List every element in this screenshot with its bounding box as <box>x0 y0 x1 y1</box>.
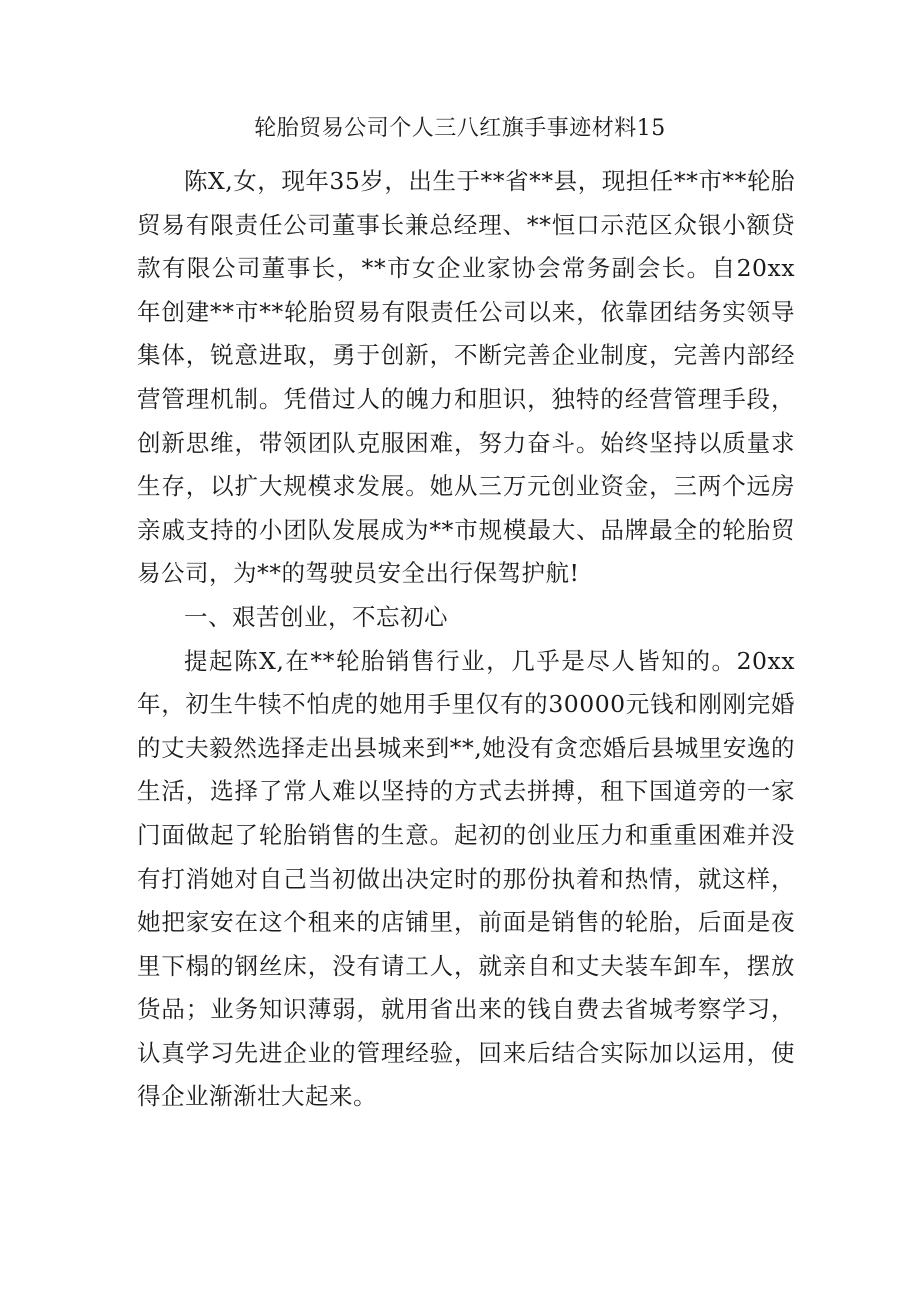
section-paragraph: 提起陈X,在**轮胎销售行业，几乎是尽人皆知的。20xx年，初生牛犊不怕虎的她用手里仅有的30000元钱和刚刚完婚的丈夫毅然选择走出县城来到**,她没有贪恋婚后县城里安逸的生活，选择了常人难以坚持的方式去拼搏，租下国道旁的一家门面做起了轮胎销售的生意。起初的创业压力和重重困难并没有打消她对自己当初做出决定时的那份执着和热情，就这样，她把家安在这个租来的店铺里，前面是销售的轮胎，后面是夜里下榻的钢丝床，没有请工人，就亲自和丈夫装车卸车，摆放货品；业务知识薄弱，就用省出来的钱自费去省城考察学习，认真学习先进企业的管理经验，回来后结合实际加以运用，使得企业渐渐壮大起来。 <box>137 646 795 1111</box>
document-title: 轮胎贸易公司个人三八红旗手事迹材料15 <box>254 116 666 141</box>
section-heading: 一、艰苦创业，不忘初心 <box>184 602 448 631</box>
document-body <box>137 160 795 1119</box>
intro-paragraph: 陈X,女，现年35岁，出生于**省**县，现担任**市**轮胎贸易有限责任公司董事长兼总经理、**恒口示范区众银小额贷款有限公司董事长，**市女企业家协会常务副会长。自20xx年创建**市**轮胎贸易有限责任公司以来，依靠团结务实领导集体，锐意进取，勇于创新，不断完善企业制度，完善内部经营管理机制。凭借过人的魄力和胆识，独特的经营管理手段，创新思维，带领团队克服困难，努力奋斗。始终坚持以质量求生存，以扩大规模求发展。她从三万元创业资金，三两个远房亲戚支持的小团队发展成为**市规模最大、品牌最全的轮胎贸易公司，为**的驾驶员安全出行保驾护航! <box>137 167 795 588</box>
